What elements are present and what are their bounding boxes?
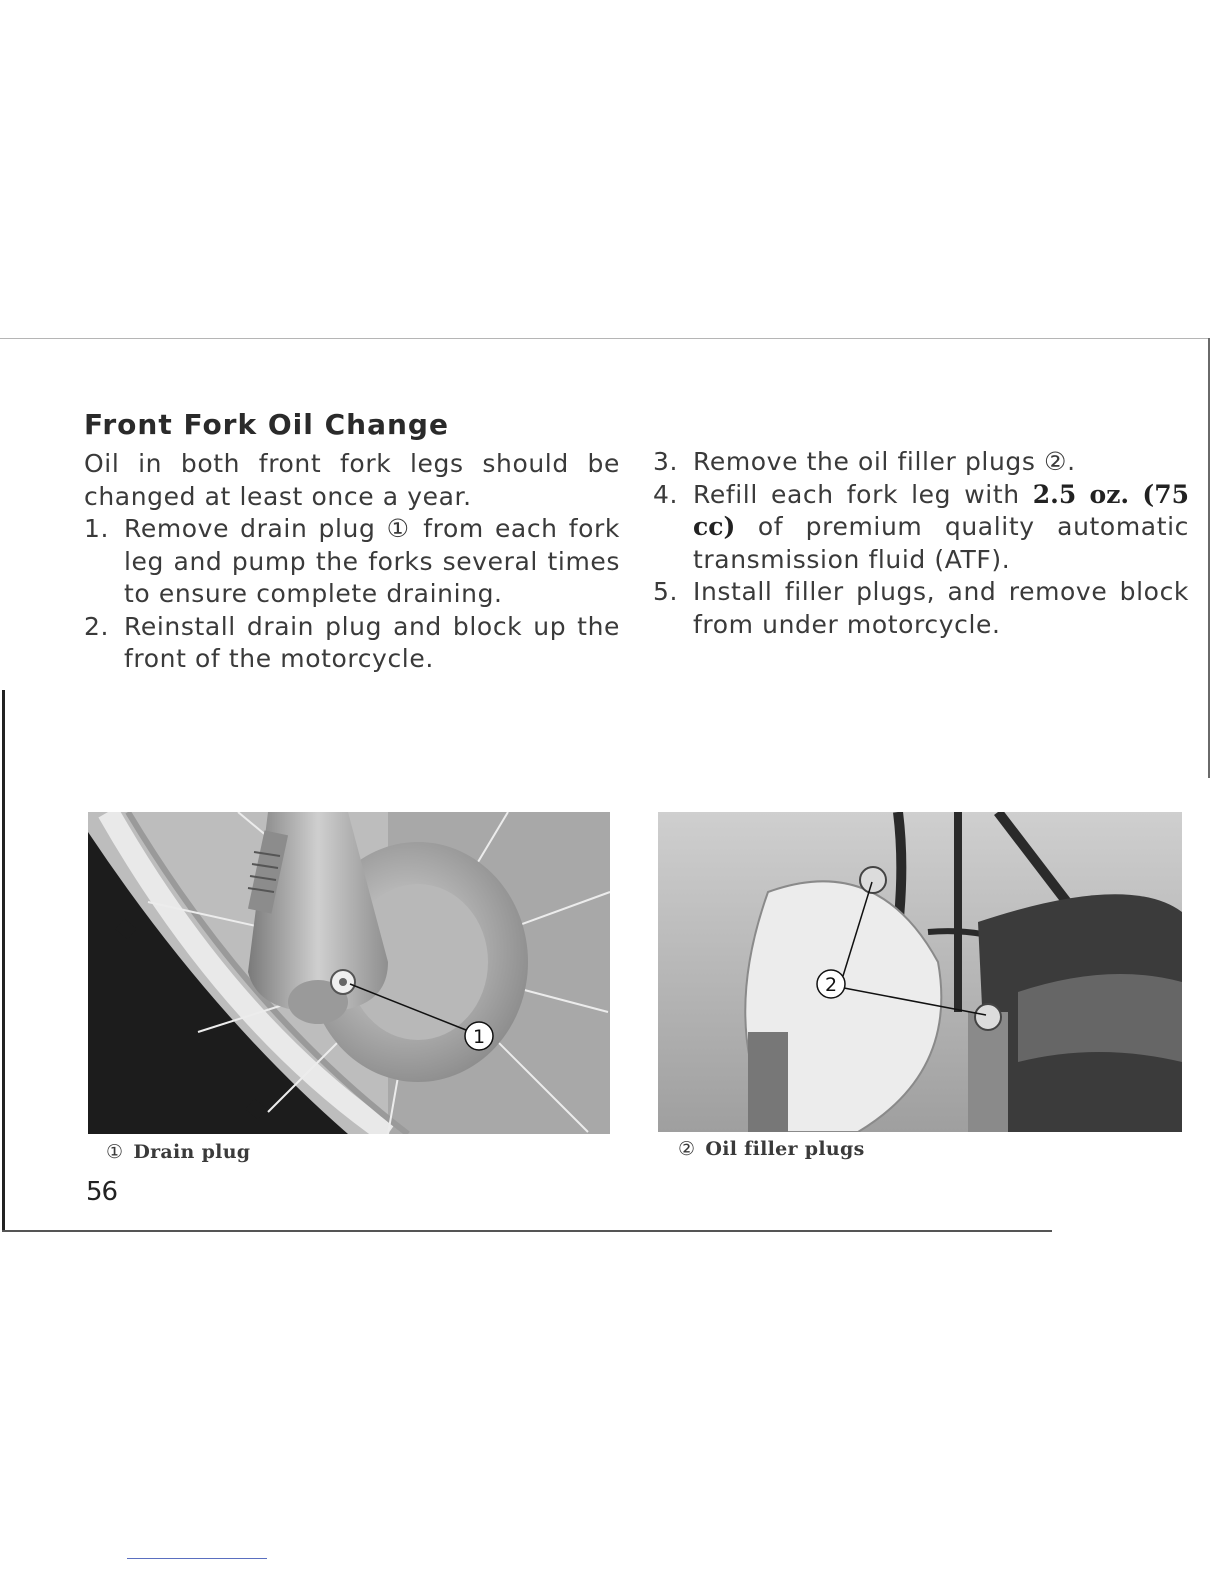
step-4 (653, 479, 1189, 577)
step-2 (84, 611, 620, 676)
left-column (84, 448, 620, 676)
underline-mark (127, 1558, 267, 1559)
intro-line-2: changed at least once a year. (84, 481, 472, 511)
intro-line-1: Oil in both front fork legs should be (84, 449, 620, 478)
step-number: 3. (653, 447, 679, 476)
step-text-before: Refill each fork leg with (693, 479, 1033, 509)
caption-marker: ① (106, 1141, 124, 1163)
step-text-after: of premium quality automatic transmission fluid (ATF). (693, 512, 1189, 574)
step-number: 5. (653, 577, 679, 606)
step-number: 4. (653, 479, 679, 509)
figure-caption-oil-filler-plugs (678, 1138, 865, 1160)
oil-filler-plugs-illustration (658, 812, 1182, 1132)
oil-filler-plugs-photo (658, 812, 1182, 1132)
step-text: Remove drain plug ① from each fork leg and pump the forks several times to ensure complete draining. (124, 514, 620, 608)
step-1 (84, 513, 620, 611)
drain-plug-illustration (88, 812, 610, 1134)
right-column (653, 446, 1189, 641)
page-frame-top-rule (0, 338, 1210, 339)
callout-label-2: 2 (824, 974, 838, 996)
step-number: 1. (84, 514, 110, 543)
drain-plug-photo (88, 812, 610, 1134)
caption-marker: ② (678, 1138, 696, 1160)
page-frame-bottom-rule (2, 1230, 1052, 1232)
caption-text: Oil filler plugs (705, 1138, 865, 1160)
step-number: 2. (84, 611, 110, 641)
step-5 (653, 576, 1189, 641)
fluid-amount: 2.5 oz. (75 cc) (693, 479, 1189, 541)
caption-text: Drain plug (133, 1141, 251, 1163)
step-text: Install filler plugs, and remove block from under motorcycle. (693, 577, 1189, 639)
step-3 (653, 446, 1189, 479)
callout-label-1: 1 (472, 1026, 486, 1048)
figure-caption-drain-plug (106, 1141, 250, 1163)
page-frame-left-rule (2, 690, 5, 1230)
section-title: Front Fork Oil Change (84, 408, 449, 441)
step-text: Reinstall drain plug and block up the front of the motorcycle. (124, 611, 620, 673)
step-text: Remove the oil filler plugs ②. (693, 447, 1076, 476)
page-frame-right-rule (1208, 338, 1210, 778)
page-number: 56 (86, 1177, 118, 1207)
